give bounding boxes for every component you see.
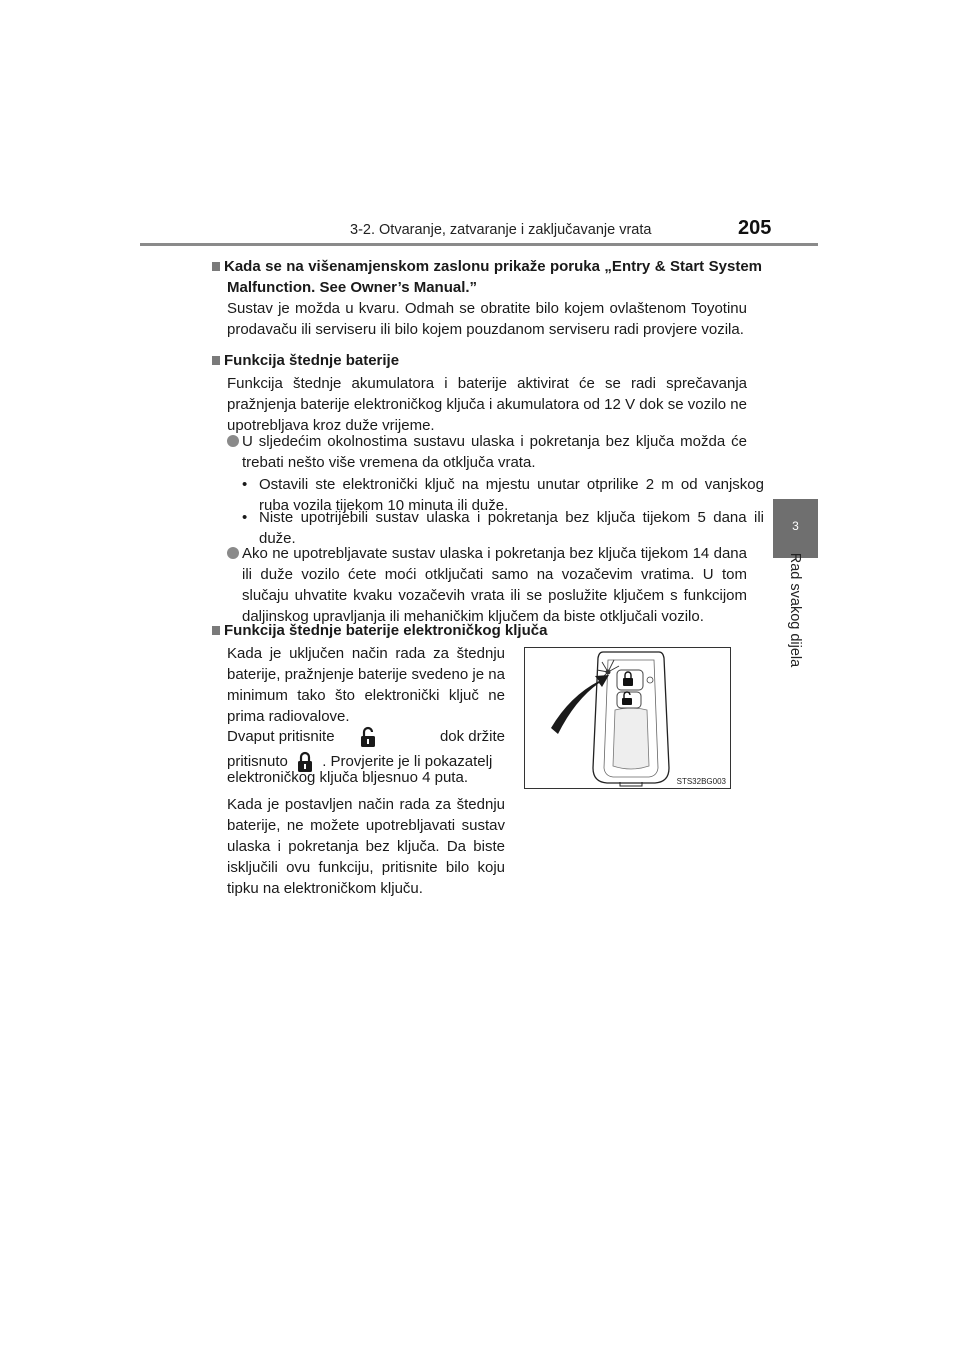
section-heading: Funkcija štednje baterije elektroničkog ključa [212,620,747,641]
chapter-label: Rad svakog dijela [787,552,803,668]
bullet-dot-icon [227,547,239,559]
section-heading: Kada se na višenamjenskom zaslonu prikaže poruka „Entry & Start System Malfunction. See Owner’s Manual.” [212,256,762,298]
electronic-key-drawing [525,648,730,788]
list-item: • Ostavili ste elektronički ključ na mjestu unutar otprilike 2 m od vanjskog ruba vozila tijekom 10 minuta ili duže. [242,476,764,514]
instruction-line: elektroničkog ključa bljesnuo 4 puta. [227,769,468,786]
instruction-line: pritisnuto . Provjerite je li pokazatelj [227,748,505,776]
list-item: U sljedećim okolnostima sustavu ulaska i pokretanja bez ključa možda će trebati nešto više vremena da otključa vrata. [227,431,747,473]
square-marker-icon [212,262,220,271]
figure-code: STS32BG003 [676,777,726,786]
list-item: Ako ne upotrebljavate sustav ulaska i pokretanja bez ključa tijekom 14 dana ili duže vozilo ćete moći otključati samo na vozačevim vratima. U tom slučaju uhvatite kvaku vozačevih vrata ili se poslužite ključem s funkcijom daljinskog upravljanja ili mehaničkim ključem da biste otključali vozilo. [227,543,747,627]
chapter-tab-number: 3 [792,519,799,533]
section-body: Kada je postavljen način rada za štednju baterije, ne možete upotrebljavati sustav ulaska i pokretanja bez ključa. Da biste isključili ovu funkciju, pritisnite bilo koju tipku na elektroničkom ključu. [227,796,505,897]
square-marker-icon [212,356,220,365]
instruction-line: Dvaput pritisnite dok držite [227,723,505,751]
chapter-tab [773,499,818,558]
list-item: • Niste upotrijebili sustav ulaska i pokretanja bez ključa tijekom 5 dana ili duže. [242,509,764,547]
square-marker-icon [212,626,220,635]
header-divider [140,243,818,246]
bullet-dot-icon [227,435,239,447]
running-header: 3-2. Otvaranje, zatvaranje i zaključavanje vrata [350,222,652,238]
unlock-icon [360,726,376,748]
section-body: Sustav je možda u kvaru. Odmah se obratite bilo kojem ovlaštenom Toyotinu prodavaču ili serviseru ili bilo kojem pouzdanom serviseru radi provjere vozila. [227,300,747,338]
key-illustration [524,647,731,789]
page-number: 205 [738,217,772,239]
section-body: Kada je uključen način rada za štednju baterije, pražnjenje baterije svedeno je na minimum tako što elektronički ključ ne prima radiovalove. [227,645,505,725]
section-body: Funkcija štednje akumulatora i baterije aktivirat će se radi sprečavanja pražnjenja baterije elektroničkog ključa i akumulatora od 12 V dok se vozilo ne upotrebljava kroz duže vrijeme. [227,375,747,434]
section-heading: Funkcija štednje baterije [212,350,747,371]
